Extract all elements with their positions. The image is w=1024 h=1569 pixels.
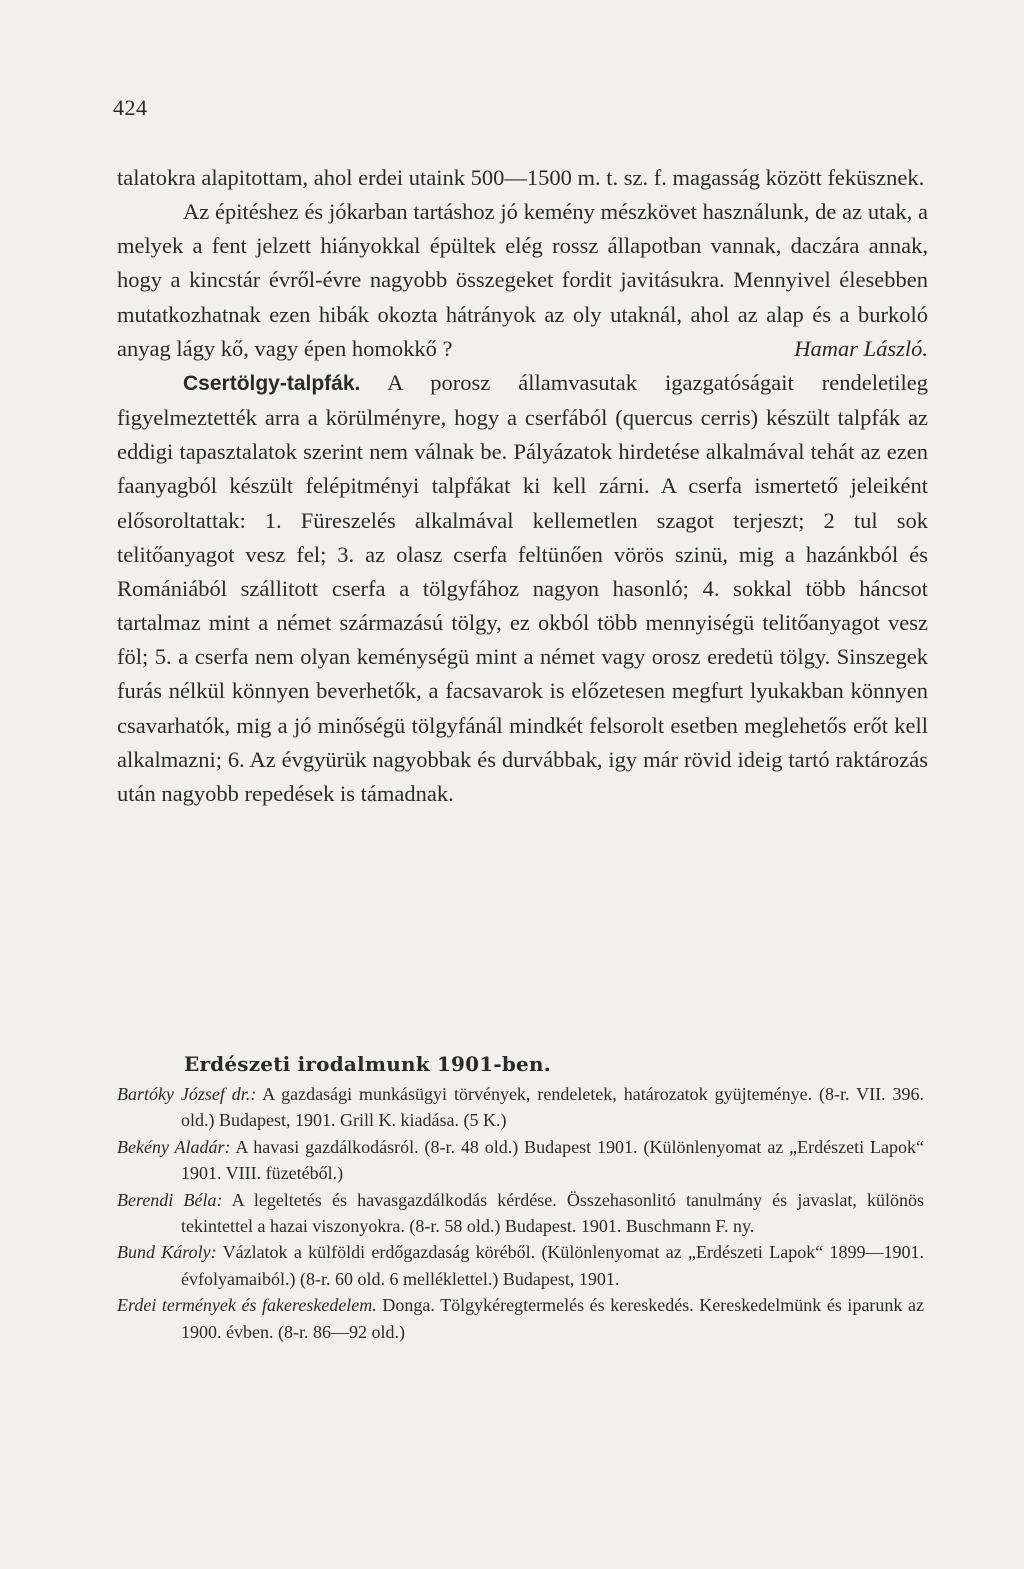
paragraph-continuation: talatokra alapitottam, ahol erdei utaink 500—1500 m. t. sz. f. magasság között feküsznek. <box>117 165 925 190</box>
literature-entry <box>117 1134 924 1187</box>
entry-text: Vázlatok a külföldi erdőgazdaság köréből. (Különlenyomat az „Erdészeti Lapok“ 1899—1901. évfolyamaiból.) (8-r. 60 old. 6 melléklettel.) Budapest, 1901. <box>181 1242 924 1289</box>
entry-author: Berendi Béla: <box>117 1189 223 1210</box>
entry-text: Donga. Tölgykéregtermelés és kereskedés. Kereskedelmünk és iparunk az 1900. évben. (8-r. 86—92 old.) <box>181 1295 924 1342</box>
entry-text: A legeltetés és havasgazdálkodás kérdése. Összehasonlitó tanulmány és javaslat, különös tekintettel a hazai viszonyokra. (8-r. 58 old.) Budapest. 1901. Buschmann F. ny. <box>181 1189 925 1237</box>
paragraph-oak-sleepers <box>117 366 928 811</box>
entry-author: Erdei termények és fakereskedelem. <box>117 1295 377 1316</box>
article-body <box>117 161 928 811</box>
literature-entry <box>117 1239 924 1292</box>
entry-author: Bekény Aladár: <box>117 1136 231 1157</box>
paragraph-roads <box>117 195 928 366</box>
literature-list <box>117 1081 924 1345</box>
paragraph-roads-text: Az épitéshez és jókarban tartáshoz jó kemény mészkövet használunk, de az utak, a melyek a fent jelzett hiányokkal épültek elég rossz állapotban vannak, daczára annak, hogy a kincstár évről-évre nagyobb összegeket fordit javitásukra. Mennyivel élesebben mutatkozhatnak ezen hibák okozta hátrányok az oly utaknál, ahol az alap és a burkoló anyag lágy kő, vagy épen homokkő ? <box>117 199 928 361</box>
literature-heading: Erdészeti irodalmunk 1901-ben. <box>184 1052 551 1076</box>
page-number: 424 <box>113 95 148 120</box>
author-signature: Hamar László. <box>794 335 928 361</box>
literature-entry <box>117 1292 924 1345</box>
paragraph-oak-sleepers-text: A porosz államvasutak igazgatóságait rendeletileg figyelmeztették arra a körülményre, hogy a cserfából (quercus cerris) készült talpfák az eddigi tapasztalatok szerint nem válnak be. Pályázatok hirdetése alkalmával tehát az ezen faanyagból készült felépitményi talpfákat ki kell zárni. A cserfa ismertető jeleiként elősoroltattak: 1. Füreszelés alkalmával kellemetlen szagot terjeszt; 2 tul sok telitőanyagot vesz fel; 3. az olasz cserfa feltünően vörös szinü, mig a hazánkból és Romániából szállitott cserfa a tölgyfához nagyon hasonló; 4. sokkal több háncsot tartalmaz mint a német származású tölgy, ez okból több mennyiségü telitőanyagot vesz föl; 5. a cserfa nem olyan keménységü mint a német vagy orosz eredetü tölgy. Sinszegek furás nélkül könnyen beverhetők, a facsavarok is előzetesen megfurt lyukakban könnyen csavarhatók, mig a jó minőségü tölgyfánál mindkét felsorolt esetben meglehetős erőt kell alkalmazni; 6. Az évgyürük nagyobbak és durvábbak, igy már rövid ideig tartó raktározás után nagyobb repedések is támadnak. <box>117 369 928 806</box>
entry-author: Bartóky József dr.: <box>117 1084 257 1104</box>
literature-entry <box>117 1081 924 1134</box>
section-heading-oak-sleepers: Csertölgy-talpfák. <box>183 371 361 395</box>
entry-text: A havasi gazdálkodásról. (8-r. 48 old.) Budapest 1901. (Különlenyomat az „Erdészeti Lapok“ 1901. VIII. füzetéből.) <box>181 1136 924 1184</box>
entry-author: Bund Károly: <box>117 1242 217 1263</box>
literature-entry <box>117 1187 924 1240</box>
entry-text: A gazdasági munkásügyi törvények, rendeletek, határozatok gyüjteménye. (8-r. VII. 396. old.) Budapest, 1901. Grill K. kiadása. (5 K.) <box>181 1084 924 1131</box>
